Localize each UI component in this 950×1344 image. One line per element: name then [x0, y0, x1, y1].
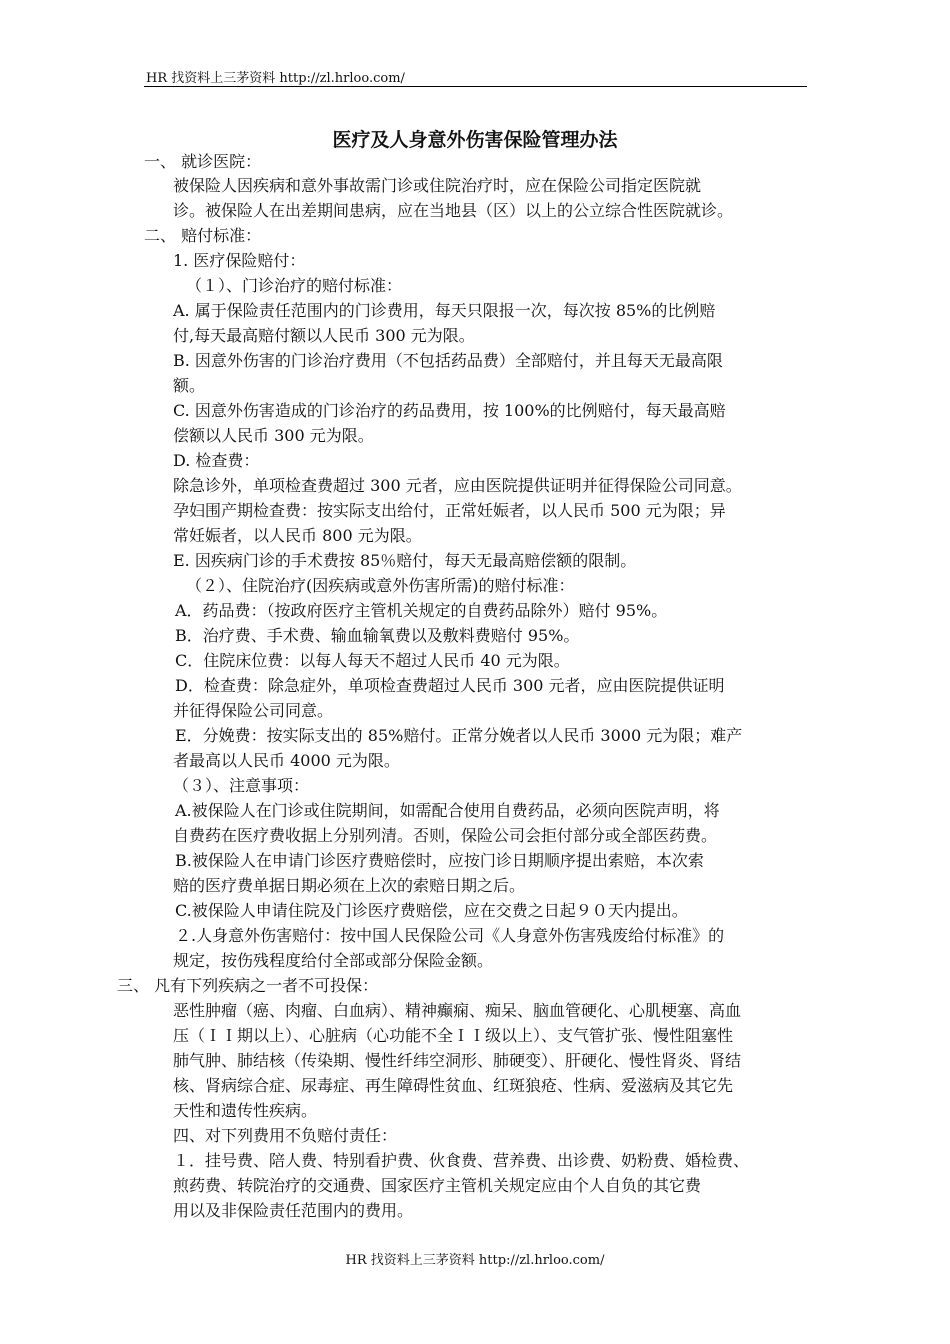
page-header: HR 找资料上三茅资料 http://zl.hrloo.com/: [146, 71, 405, 86]
paragraph-line: 偿额以人民币 300 元为限。: [173, 426, 374, 445]
paragraph-line: 核、肾病综合症、尿毒症、再生障碍性贫血、红斑狼疮、性病、爱滋病及其它先: [173, 1076, 734, 1095]
section-heading-exclusions: 三、 凡有下列疾病之一者不可投保：: [117, 976, 379, 995]
subsection-heading: （２）、住院治疗(因疾病或意外伤害所需)的赔付标准：: [186, 576, 575, 595]
paragraph-line: 恶性肿瘤（癌、肉瘤、白血病）、精神癫痫、痴呆、脑血管硬化、心肌梗塞、高血: [173, 1001, 742, 1020]
paragraph-line: 天性和遗传性疾病。: [173, 1101, 318, 1120]
paragraph-line: C．住院床位费：以每人每天不超过人民币 40 元为限。: [175, 651, 570, 670]
page-footer: HR 找资料上三茅资料 http://zl.hrloo.com/: [345, 1253, 605, 1268]
paragraph-line: B．治疗费、手术费、输血输氧费以及敷料费赔付 95%。: [175, 626, 580, 645]
paragraph-line: B.被保险人在申请门诊医疗费赔偿时，应按门诊日期顺序提出索赔，本次索: [175, 851, 704, 870]
paragraph-line: 者最高以人民币 4000 元为限。: [173, 751, 400, 770]
section-heading-standard: 二、 赔付标准：: [144, 226, 262, 245]
paragraph-line: A．药品费：（按政府医疗主管机关规定的自费药品除外）赔付 95%。: [175, 601, 668, 620]
paragraph-line: 赔的医疗费单据日期必须在上次的索赔日期之后。: [173, 876, 526, 895]
paragraph-line: 压（ＩＩ期以上）、心脏病（心功能不全ＩＩ级以上）、支气管扩张、慢性阻塞性: [173, 1026, 734, 1045]
header-divider: [144, 86, 807, 87]
paragraph-line: 并征得保险公司同意。: [173, 701, 334, 720]
paragraph-line: B. 因意外伤害的门诊治疗费用（不包括药品费）全部赔付，并且每天无最高限: [173, 351, 723, 370]
paragraph-line: D．检查费：除急症外，单项检查费超过人民币 300 元者，应由医院提供证明: [175, 676, 725, 695]
paragraph-line: 规定，按伤残程度给付全部或部分保险金额。: [173, 951, 494, 970]
paragraph-line: 被保险人因疾病和意外事故需门诊或住院治疗时，应在保险公司指定医院就: [173, 176, 702, 195]
paragraph-line: 自费药在医疗费收据上分别列清。否则，保险公司会拒付部分或全部医药费。: [173, 826, 718, 845]
paragraph-line: 付,每天最高赔付额以人民币 300 元为限。: [173, 326, 475, 345]
paragraph-line: 肺气肿、肺结核（传染期、慢性纤纬空洞形、肺硬变）、肝硬化、慢性肾炎、肾结: [173, 1051, 742, 1070]
paragraph-line: D. 检查费：: [173, 451, 260, 470]
paragraph-line: C.被保险人申请住院及门诊医疗费赔偿，应在交费之日起９０天内提出。: [175, 901, 688, 920]
paragraph-line: １．挂号费、陪人费、特别看护费、伙食费、营养费、出诊费、奶粉费、婚检费、: [173, 1151, 750, 1170]
paragraph-line: A.被保险人在门诊或住院期间，如需配合使用自费药品，必须向医院声明，将: [175, 801, 720, 820]
section-heading-nonliability: 四、对下列费用不负赔付责任：: [173, 1126, 398, 1145]
section-heading-hospital: 一、 就诊医院：: [144, 152, 262, 171]
paragraph-line: 用以及非保险责任范围内的费用。: [173, 1201, 414, 1220]
paragraph-line: C. 因意外伤害造成的门诊治疗的药品费用，按 100%的比例赔付，每天最高赔: [173, 401, 726, 420]
document-title: 医疗及人身意外伤害保险管理办法: [332, 129, 618, 151]
paragraph-line: 额。: [173, 376, 206, 395]
paragraph-line: 除急诊外，单项检查费超过 300 元者，应由医院提供证明并征得保险公司同意。: [173, 476, 742, 495]
paragraph-line: E．分娩费：按实际支出的 85%赔付。正常分娩者以人民币 3000 元为限；难产: [175, 726, 743, 745]
paragraph-line: E. 因疾病门诊的手术费按 85％赔付，每天无最高赔偿额的限制。: [173, 551, 637, 570]
paragraph-line: 诊。被保险人在出差期间患病，应在当地县（区）以上的公立综合性医院就诊。: [173, 201, 734, 220]
subsection-heading: ２.人身意外伤害赔付：按中国人民保险公司《人身意外伤害残废给付标准》的: [175, 926, 725, 945]
subsection-heading: （３）、注意事项：: [173, 776, 310, 795]
paragraph-line: 煎药费、转院治疗的交通费、国家医疗主管机关规定应由个人自负的其它费: [173, 1176, 702, 1195]
paragraph-line: 常妊娠者，以人民币 800 元为限。: [173, 526, 422, 545]
paragraph-line: A. 属于保险责任范围内的门诊费用，每天只限报一次，每次按 85%的比例赔: [173, 301, 716, 320]
subsection-heading: （１）、门诊治疗的赔付标准：: [186, 276, 403, 295]
paragraph-line: 孕妇围产期检查费：按实际支出给付，正常妊娠者，以人民币 500 元为限；异: [173, 501, 726, 520]
subsection-heading: 1. 医疗保险赔付：: [173, 251, 306, 270]
